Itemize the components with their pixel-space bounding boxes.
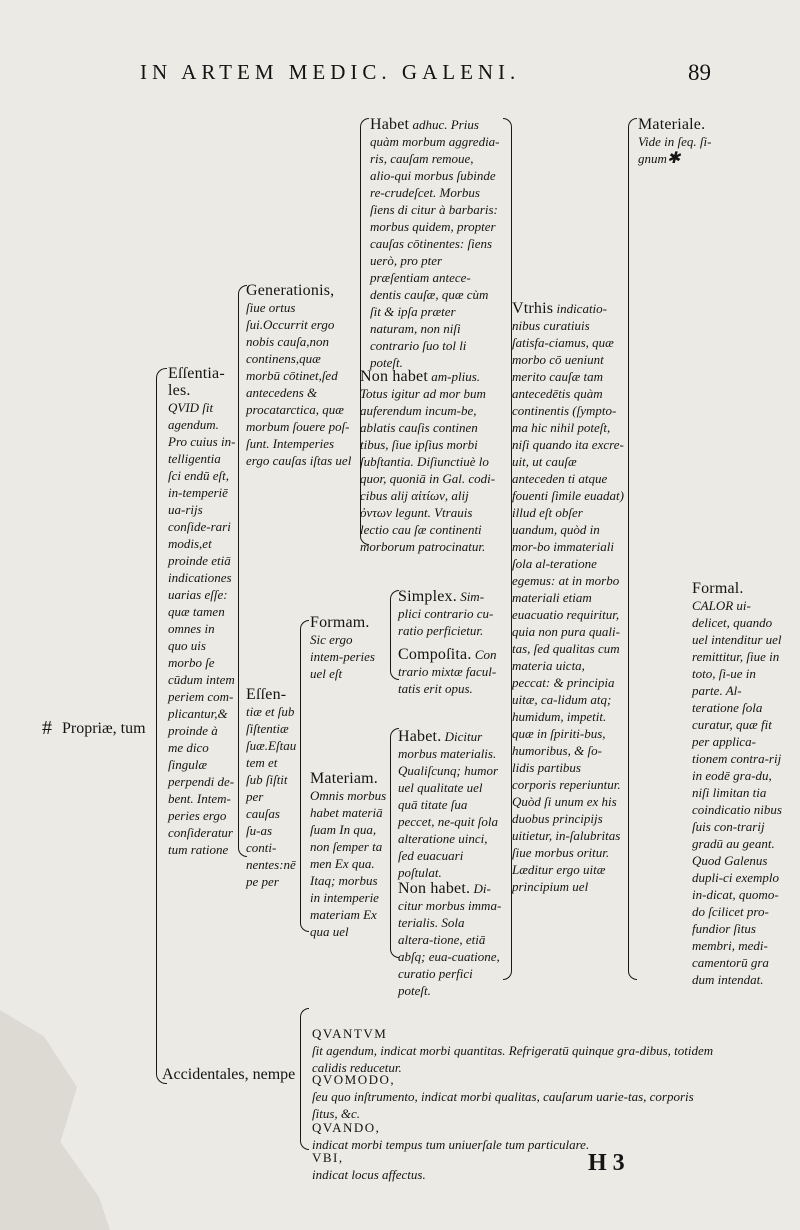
quomodo-keyword: QVOMODO, [312, 1072, 396, 1087]
accidentales-label: Accidentales, nempe [162, 1066, 296, 1083]
habet-materialis-heading: Habet. [398, 728, 442, 745]
root-label: Propriæ, tum [62, 720, 146, 737]
vtrhis-text: indicatio-nibus curatiuis ſatisfa-ciamus, quæ morbo cō ueniunt merito cauſæ tam antecedētis quàm continentis (ſympto-ma hic nihil poteſt, niſi quando ita excre-uit, ut cauſæ anteceden ti atque fouenti ſimile euadat) illud eſt obſer uandum, quòd in mor-bo immateriali ſola al-teratione egemus: at in morbo materiali etiam euacuatio requiritur, quia non pura quali-tas, ſed qualitas cum materia uicta, peccat: & principia uitæ, ca-lidum atq; humidum, impetit. quæ in ſpiriti-bus, humoribus, & ſo-lidis partibus corporis reperiuntur. Quòd ſi unum ex his duobus principijs uitietur, in-ſalubritas ſiue morbus oritur. Læditur ergo uitæ principium uel [512, 301, 624, 894]
ubi-text: indicat locus affectus. [312, 1167, 426, 1182]
formal-text: CALOR ui-delicet, quando uel intenditur uel remittitur, ſiue in toto, ſi-ue in parte. Al-teratione ſola curatur, quæ fit per applica-tionem contra-rij in eodē gra-du, niſi limitan tia coindicatio nibus ſuis con-trarij gradū au geant. Quod Galenus dupli-ci exemplo in-dicat, quomo-do ſcilicet pro-fundior ſitus membri, medi-camentorū gra dum intendat. [692, 598, 782, 987]
accidentales-bracket [300, 1008, 309, 1150]
materiam-text: Omnis morbus habet materiā ſuam In qua, non ſemper ta men Ex qua. Itaq; morbus in intemperie materiam Ex qua uel [310, 788, 387, 939]
non-habet-heading: Non habet [360, 368, 429, 385]
habet-adhuc-block [370, 116, 500, 371]
vtrhis-heading: Vtrhis [512, 300, 554, 317]
non-habet-block [360, 368, 500, 555]
simplex-text: Sim-plici contrario cu-ratio perficietur. [398, 589, 494, 638]
asterisk-icon: ✱ [666, 150, 681, 167]
generationis-block [246, 282, 356, 469]
essentiae-text: tiæ et ſub ſiſtentiæ ſuæ.Eſtau tem et ſub ſiſtit per cauſas ſu-as conti-nentes:nē pe per [246, 704, 297, 889]
materiam-block [310, 770, 388, 940]
formal-heading: Formal. [692, 580, 744, 597]
vtrhis-right-bracket [628, 118, 637, 980]
composita-text: Con trario mixtæ facul-tatis erit opus. [398, 647, 497, 696]
habet-adhuc-heading: Habet [370, 116, 410, 133]
quantum-text: ſit agendum, indicat morbi quantitas. Refrigeratū quinque gra-dibus, totidem calidis reducetur. [312, 1043, 714, 1075]
habet-adhuc-text: adhuc. Prius quàm morbum aggredia-ris, cauſam remoue, alio-qui morbus ſubinde re-crudeſcet. Morbus ſiens di citur à barbaris: morbus quidem, propter cauſas cōtinentes: ſiens uerò, pro pter præſentiam antece-dentis cauſæ, quæ cùm ſit & ipſa præter naturam, non niſi contrario ſuo tol li poteſt. [370, 117, 500, 370]
simplex-block [398, 588, 500, 639]
materiale-block [638, 116, 718, 167]
non-habet-immaterialis-block [398, 880, 502, 999]
torn-corner [0, 1010, 110, 1230]
signature-mark: H 3 [588, 1150, 625, 1176]
vtrhis-block [512, 300, 624, 895]
essentiae-bracket [300, 620, 309, 932]
quomodo-text: ſeu quo inſtrumento, indicat morbi qualitas, cauſarum uarie-tas, corporis ſitus, &c. [312, 1089, 694, 1121]
quando-text: indicat morbi tempus tum uniuerſale tum particulare. [312, 1137, 590, 1152]
ubi-keyword: VBI, [312, 1150, 344, 1165]
formal-block [692, 580, 782, 988]
quando-keyword: QVANDO, [312, 1120, 381, 1135]
habet-materialis-text: Dicitur morbus materialis. Qualiſcunq; humor uel qualitate uel quā titate ſua peccet, ne-quit ſola alteratione uinci, ſed euacuari poſtulat. [398, 729, 499, 880]
formam-block [310, 614, 388, 682]
essentiales-block [168, 365, 236, 858]
non-habet-immaterialis-text: Di-citur morbus imma-terialis. Sola altera-tione, etiā abſq; eua-cuatione, curatio perfici poteſt. [398, 881, 502, 998]
composita-block [398, 646, 500, 697]
generationis-text: ſiue ortus ſui.Occurrit ergo nobis cauſa,non continens,quæ morbū cōtinet,ſed antecedens & procatarctica, quæ morbum ſouere poſ-ſunt. Intemperies ergo cauſas iſtas uel [246, 300, 352, 468]
essentiales-heading: Eſſentia-les. [168, 365, 225, 399]
section-mark-icon: # [42, 717, 52, 739]
accidentales-ubi [312, 1132, 722, 1183]
non-habet-text: am-plius. Totus igitur ad mor bum auferendum incum-be, ablatis cauſis continen tibus, ſiue ipſius morbi ſubſtantia. Diſiunctiuè lo quor, quoniā in Gal. codi-cibus alij αἰτίων, alij ὀντων legunt. Vtrauis lectio cau ſæ continenti morborum patrocinatur. [360, 369, 496, 554]
non-habet-immaterialis-heading: Non habet. [398, 880, 471, 897]
simplex-heading: Simplex. [398, 588, 457, 605]
essentiales-text: QVID ſit agendum. Pro cuius in-telligentia ſci endū eſt, in-temperiē ua-rijs conſide-rari modis,et proinde etiā indicationes uarias eſſe: quæ tamen omnes in quo uis morbo ſe cūdum intem periem com-plicantur,& proinde à me dico ſingulæ perpendi de-bent. Intem-peries ergo conſideratur tum ratione [168, 400, 236, 857]
running-head: IN ARTEM MEDIC. GALENI. [140, 60, 521, 84]
vtrhis-bracket [503, 118, 512, 980]
essentiae-block [246, 686, 296, 890]
root-bracket [156, 368, 167, 1084]
composita-heading: Compoſita. [398, 646, 472, 663]
materiale-heading: Materiale. [638, 116, 706, 133]
generationis-heading: Generationis, [246, 282, 335, 299]
quantum-keyword: QVANTVM [312, 1026, 388, 1041]
page-number: 89 [688, 60, 711, 85]
essentiae-heading: Eſſen- [246, 686, 287, 703]
materiale-text: Vide in ſeq. ſi-gnum [638, 134, 712, 166]
materiam-heading: Materiam. [310, 770, 378, 787]
habet-materialis-block [398, 728, 502, 881]
formam-text: Sic ergo intem-peries uel eſt [310, 632, 375, 681]
formam-heading: Formam. [310, 614, 370, 631]
